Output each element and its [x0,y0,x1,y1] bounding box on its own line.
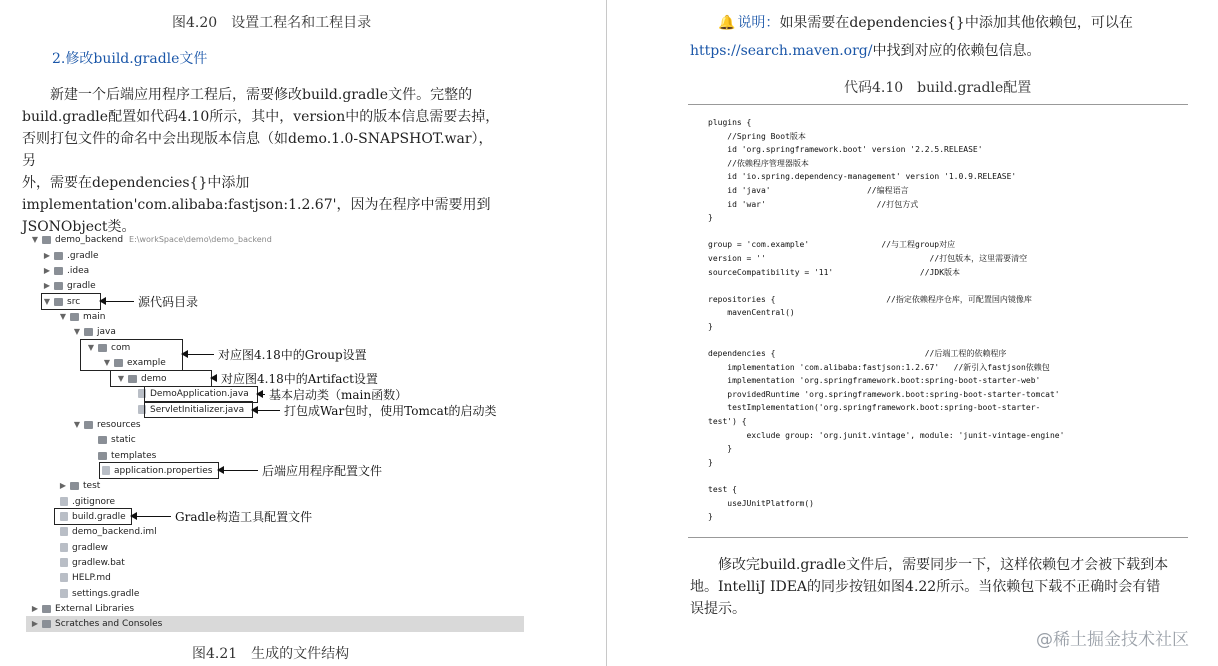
tree-label: Scratches and Consoles [55,618,163,629]
folder-icon [54,282,63,290]
tree-label: gradlew [72,542,109,553]
tree-label: com [111,342,131,353]
paragraph-line: 否则打包文件的命名中会出现版本信息（如demo.1.0-SNAPSHOT.war），另 [22,131,493,169]
code-line: //Spring Boot版本 [708,131,806,141]
tree-item[interactable] [72,417,141,432]
maven-url-link[interactable]: https://search.maven.org/ [690,43,873,59]
script-file-icon [60,543,68,552]
tree-label: application.properties [114,465,213,476]
code-line: useJUnitPlatform() [708,498,814,508]
gradle-file-icon [60,589,68,598]
tree-label: External Libraries [55,603,135,614]
code-line [708,334,1064,348]
annotation-war [252,402,497,419]
tree-label: src [67,296,81,307]
tree-root[interactable] [30,232,272,247]
folder-icon [42,236,51,244]
code-block [708,116,1064,524]
annotation-main-class [257,386,407,403]
tree-label: settings.gradle [72,588,140,599]
tree-item[interactable] [58,494,115,509]
folder-icon [70,482,79,490]
code-line: providedRuntime 'org.springframework.boot:spring-boot-starter-tomcat' [708,389,1060,399]
chevron-right-icon[interactable]: ▶ [59,481,67,490]
tree-item[interactable] [42,248,99,263]
tree-label: .gitignore [72,496,116,507]
code-line: repositories { //指定依赖程序仓库，可配置国内镜像库 [708,294,1032,304]
tree-label: .gradle [67,250,99,261]
code-line: id 'org.springframework.boot' version '2.2.5.RELEASE' [708,145,983,155]
arrow-left-icon [211,378,217,379]
folder-icon [98,452,107,460]
chevron-down-icon[interactable]: ▼ [73,327,81,336]
tree-label: test [83,480,101,491]
chevron-right-icon[interactable]: ▶ [31,604,39,613]
chevron-down-icon[interactable]: ▼ [87,343,95,352]
tree-label: java [97,326,116,337]
tree-item[interactable] [96,448,156,463]
properties-box [99,462,219,479]
annotation-properties [218,462,382,479]
artifact-box [110,370,212,387]
annotation-text: 后端应用程序配置文件 [262,464,383,478]
left-paragraph [22,84,502,238]
code-top-rule [688,104,1188,105]
note-label: 说明： [737,15,780,31]
annotation-gradle [131,508,312,525]
code-line: //依赖程序管理器版本 [708,158,809,168]
library-icon [42,605,51,613]
folder-icon [54,252,63,260]
paragraph-line: 外，需要在dependencies{}中添加 [22,175,250,191]
code-line: } [708,321,713,331]
tree-item[interactable] [42,263,89,278]
arrow-left-icon [182,354,214,355]
src-box [41,293,101,310]
code-line [708,225,1064,239]
tree-item[interactable] [58,570,111,585]
chevron-down-icon[interactable]: ▼ [117,374,125,383]
chevron-right-icon[interactable]: ▶ [43,266,51,275]
annotation-src [100,293,198,310]
markdown-file-icon [60,573,68,582]
module-file-icon [60,527,68,536]
annotation-text: 对应图4.18中的Artifact设置 [221,372,378,386]
section-heading: 2.修改build.gradle文件 [52,51,208,67]
arrow-left-icon [218,470,258,471]
chevron-down-icon[interactable]: ▼ [73,420,81,429]
code-line: id 'war' //打包方式 [708,199,919,209]
code-line [708,469,1064,483]
paragraph-line: 误提示。 [690,601,746,617]
figure-4-20-caption: 图4.20 设置工程名和工程目录 [172,15,372,31]
annotation-artifact [211,370,378,387]
chevron-right-icon[interactable]: ▶ [43,281,51,290]
code-line: } [708,512,713,522]
code-line: id 'io.spring.dependency-management' version '1.0.9.RELEASE' [708,172,1017,182]
folder-icon [84,328,93,336]
note-tail: 中找到对应的依赖包信息。 [872,43,1041,59]
code-line: test') { [708,417,747,427]
group-box [80,339,183,371]
paragraph-line: 新建一个后端应用程序工程后，需要修改build.gradle文件。完整的 [22,87,473,103]
tree-item[interactable] [96,432,136,447]
tree-label: main [83,311,106,322]
tree-label: demo_backend [55,234,124,245]
code-line: version = '' //打包版本，这里需要清空 [708,253,1028,263]
code-line: implementation 'org.springframework.boot:spring-boot-starter-web' [708,376,1041,386]
arrow-left-icon [131,516,171,517]
build-gradle-box [54,508,132,525]
code-line: exclude group: 'org.junit.vintage', module: 'junit-vintage-engine' [708,430,1065,440]
folder-icon [54,267,63,275]
tree-item[interactable] [58,586,139,601]
chevron-down-icon[interactable]: ▼ [103,358,111,367]
scratches-icon [42,620,51,628]
chevron-down-icon[interactable]: ▼ [43,297,51,306]
paragraph-line: implementation'com.alibaba:fastjson:1.2.67'，因为在程序中需要用到 [22,197,491,213]
annotation-group [182,346,367,363]
code-line: implementation 'com.alibaba:fastjson:1.2.67' //新引入fastjson依赖包 [708,362,1050,372]
tree-label: demo_backend.iml [72,526,157,537]
paragraph-line: 修改完build.gradle文件后，需要同步一下，这样依赖包才会被下载到本 [718,557,1169,573]
paragraph-line: JSONObject类。 [22,219,136,235]
code-line: group = 'com.example' //与工程group对应 [708,240,956,250]
code-line: test { [708,485,737,495]
tree-label: resources [97,419,141,430]
file-tree-figure [26,232,526,632]
annotation-text: Gradle构造工具配置文件 [175,510,313,524]
tree-label: .idea [67,265,90,276]
tree-label: DemoApplication.java [150,388,249,399]
folder-icon [84,421,93,429]
paragraph-line: 地。IntelliJ IDEA的同步按钮如图4.22所示。当依赖包下载不正确时会有错 [690,579,1161,595]
tree-item[interactable] [58,555,125,570]
figure-4-21-caption: 图4.21 生成的文件结构 [192,646,350,662]
code-line: testImplementation('org.springframework.boot:spring-boot-starter- [708,403,1041,413]
watermark: @稀土掘金技术社区 [1036,630,1189,650]
arrow-left-icon [252,410,280,411]
annotation-text: 基本启动类（main函数） [269,388,408,402]
tree-label: static [111,434,136,445]
chevron-down-icon[interactable]: ▼ [59,312,67,321]
code-line: id 'java' //编程语言 [708,185,909,195]
tree-item[interactable] [58,524,157,539]
tree-item[interactable] [58,540,108,555]
tree-label: HELP.md [72,572,111,583]
annotation-text: 源代码目录 [138,295,199,309]
tree-label: ServletInitializer.java [150,404,245,415]
tree-item[interactable] [72,324,116,339]
paragraph-line: build.gradle配置如代码4.10所示，其中，version中的版本信息需要去掉， [22,109,500,125]
code-line: dependencies { //后端工程的依赖程序 [708,349,1007,359]
tree-label: gradle [67,280,96,291]
tree-label: templates [111,450,157,461]
arrow-left-icon [257,394,265,395]
code-line: } [708,213,713,223]
chevron-right-icon[interactable]: ▶ [43,251,51,260]
servlet-box [144,401,253,418]
chevron-right-icon[interactable]: ▶ [31,619,39,628]
tree-label: example [127,357,166,368]
code-line: } [708,444,733,454]
file-icon [60,497,68,506]
folder-icon [70,313,79,321]
arrow-left-icon [100,301,134,302]
code-line: } [708,457,713,467]
chevron-down-icon[interactable]: ▼ [31,235,39,244]
bell-icon: 🔔 [718,15,736,31]
annotation-text: 打包成War包时，使用Tomcat的启动类 [284,404,497,418]
right-paragraph [690,554,1190,620]
tree-item[interactable] [42,278,96,293]
tree-item[interactable] [58,309,106,324]
code-bottom-rule [688,537,1188,538]
note-text: 如果需要在dependencies{}中添加其他依赖包，可以在 [779,15,1133,31]
tree-label: gradlew.bat [72,557,125,568]
note-line [718,12,1133,32]
tree-item[interactable] [30,616,162,631]
code-line: plugins { [708,118,752,127]
project-path: E:\workSpace\demo\demo_backend [129,235,272,244]
folder-icon [98,436,107,444]
code-4-10-caption: 代码4.10 build.gradle配置 [844,80,1032,96]
code-line: mavenCentral() [708,308,795,318]
tree-label: build.gradle [72,511,126,522]
code-line [708,279,1064,293]
code-line: sourceCompatibility = '11' //JDK版本 [708,267,961,277]
tree-item[interactable] [58,478,100,493]
tree-item[interactable] [30,601,134,616]
tree-label: demo [141,373,167,384]
note-line-2 [690,40,1040,60]
script-file-icon [60,558,68,567]
left-page [0,0,606,666]
annotation-text: 对应图4.18中的Group设置 [218,348,367,362]
